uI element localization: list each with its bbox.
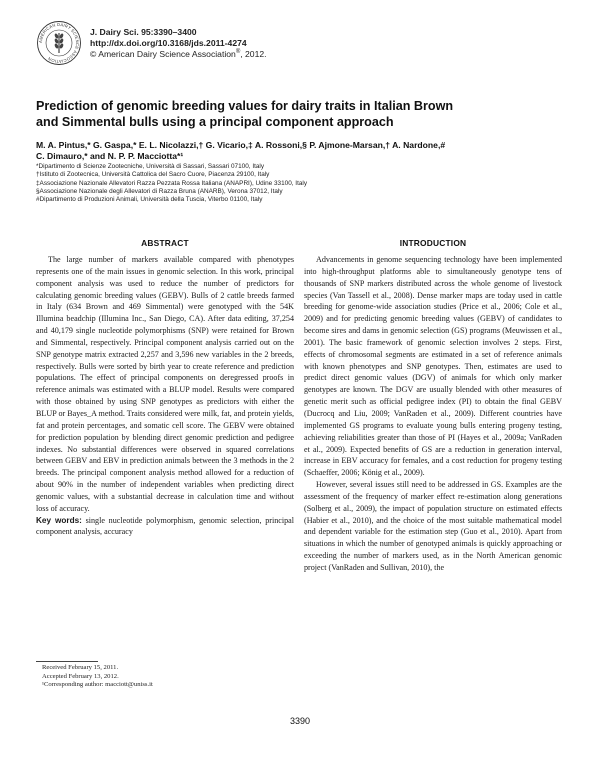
introduction-column: [304, 254, 562, 574]
abstract-heading: ABSTRACT: [141, 238, 189, 248]
seal-ring-text: AMERICAN DAIRY SCIENCE ASSOCIATION: [37, 21, 81, 65]
affiliation: §Associazione Nazionale degli Allevatori di Razza Bruna (ANARB), Verona 37012, Italy: [36, 187, 283, 195]
affiliation: ‡Associazione Nazionale Allevatori Razza Pezzata Rossa Italiana (ANAPRI), Udine 33100, Italy: [36, 179, 308, 187]
affiliation: †Istituto di Zootecnica, Università Cattolica del Sacro Cuore, Piacenza 29100, Italy: [36, 171, 270, 179]
introduction-heading: INTRODUCTION: [399, 238, 467, 248]
footnote-divider: [36, 661, 98, 662]
footnotes: [36, 664, 294, 690]
journal-info: [90, 27, 267, 60]
keywords: Key words: single nucleotide polymorphism, genomic selection, principal component analysis, accuracy: [36, 515, 295, 537]
author-list: M. A. Pintus,* G. Gaspa,* E. L. Nicolazzi,† G. Vicario,‡ A. Rossoni,§ P. Ajmone-Marsan,† A. Nardone,# C. Dimauro,* and N. P. P. Macciotta*¹: [36, 140, 446, 161]
intro-paragraph: However, several issues still need to be addressed in GS. Examples are the assessment of the frequency of marker effect re-estimation along generations (Solberg et al., 2009), the impact of population structure on estimated effects (Habier et al., 2010), and the choice of the most suitable mathematical model and dependent variable for the estimation step (Guo et al., 2010). Apart from situations in which the number of genotyped animals is quickly approaching or exceeding the number of markers used, as in the North American genomic project (VanRaden and Sullivan, 2010), the: [304, 480, 562, 572]
received-date: Received February 15, 2011.: [42, 664, 119, 671]
journal-citation: J. Dairy Sci. 95:3390–3400: [90, 27, 197, 37]
affiliation: #Dipartimento di Produzioni Animali, Università della Tuscia, Viterbo 01100, Italy: [36, 196, 263, 204]
abstract-column: [36, 254, 294, 538]
wheat-icon: [54, 33, 64, 53]
accepted-date: Accepted February 13, 2012.: [42, 672, 119, 680]
page-number: 3390: [289, 716, 311, 726]
journal-copyright: © American Dairy Science Association®, 2012.: [90, 49, 267, 59]
affiliations: [36, 163, 576, 204]
article-title: Prediction of genomic breeding values for dairy traits in Italian Brown and Simmental bulls using a principal component approach: [36, 99, 454, 129]
abstract-body: The large number of markers available compared with phenotypes represents one of the main issues in genomic selection. In this work, principal component analysis was used to reduce the number of predictors for calculating genomic breeding values (GEBV). Bulls of 2 cattle breeds farmed in Italy (634 Brown and 469 Simmental) were genotyped with the 54K Illumina beadchip (Illumina Inc., San Diego, CA). After data editing, 37,254 and 40,179 single nucleotide polymorphisms (SNP) were retained for Brown and Simmental, respectively. Principal component analysis carried out on the SNP genotype matrix extracted 2,257 and 3,596 new variables in the 2 breeds, respectively. Bulls were sorted by birth year to create reference and prediction populations. The effect of principal components on deregressed proofs in reference animals was estimated with a BLUP model. Results were compared with those obtained by using SNP genotypes as predictors with either the BLUP or Bayes_A method. Traits considered were milk, fat, and protein yields, fat and protein percentages, and somatic cell score. The GEBV were obtained for prediction population by blending direct genomic prediction and pedigree indexes. No substantial differences were observed in squared correlations between GEBV and EBV in prediction animals between the 3 methods in the 2 breeds. The principal component analysis method allowed for a reduction of about 90% in the number of independent variables when predicting direct genomic values, with a substantial decrease in calculation time and without loss of accuracy.: [36, 255, 294, 513]
journal-doi[interactable]: http://dx.doi.org/10.3168/jds.2011-4274: [90, 38, 247, 48]
corresponding-author: ¹Corresponding author: macciott@uniss.it: [42, 681, 153, 688]
affiliation: *Dipartimento di Scienze Zootecniche, Università di Sassari, Sassari 07100, Italy: [36, 163, 265, 170]
ads-association-seal-icon: [36, 20, 82, 66]
intro-paragraph: Advancements in genome sequencing technology have been implemented into high-throughput platforms able to simultaneously genotype tens of thousands of SNP markers distributed across the whole genome of livestock species (Van Tassell et al., 2008). Dense marker maps are today used in cattle breeding for genome-wide association studies (Price et al., 2006; Cole et al., 2009) and for predicting genomic breeding values (GEBV) of candidates to become sires and dams in genomic selection (GS) programs (Meuwissen et al., 2001). The basic framework of genomic selection involves 2 steps. First, effects of chromosomal segments are estimated in a set of reference animals with known phenotypes and SNP genotypes. Then, estimates are used to predict direct genomic values (DGV) of animals for which only marker genotypes are known. The DGV are usually blended with other measures of genetic merit such as official pedigree index (PI) to obtain the final GEBV (Ducrocq and Liu, 2009; VanRaden et al., 2009). Different countries have implemented GS programs to evaluate young bulls entering progeny testing, achieving reliabilities greater than those of PI (Hayes et al., 2009a; VanRaden et al., 2009). Expected benefits of GS are a reduction in generation interval, increase in EBV accuracy for females, and a cost reduction for progeny testing (Schaeffer, 2006; König et al., 2009).: [304, 255, 562, 478]
